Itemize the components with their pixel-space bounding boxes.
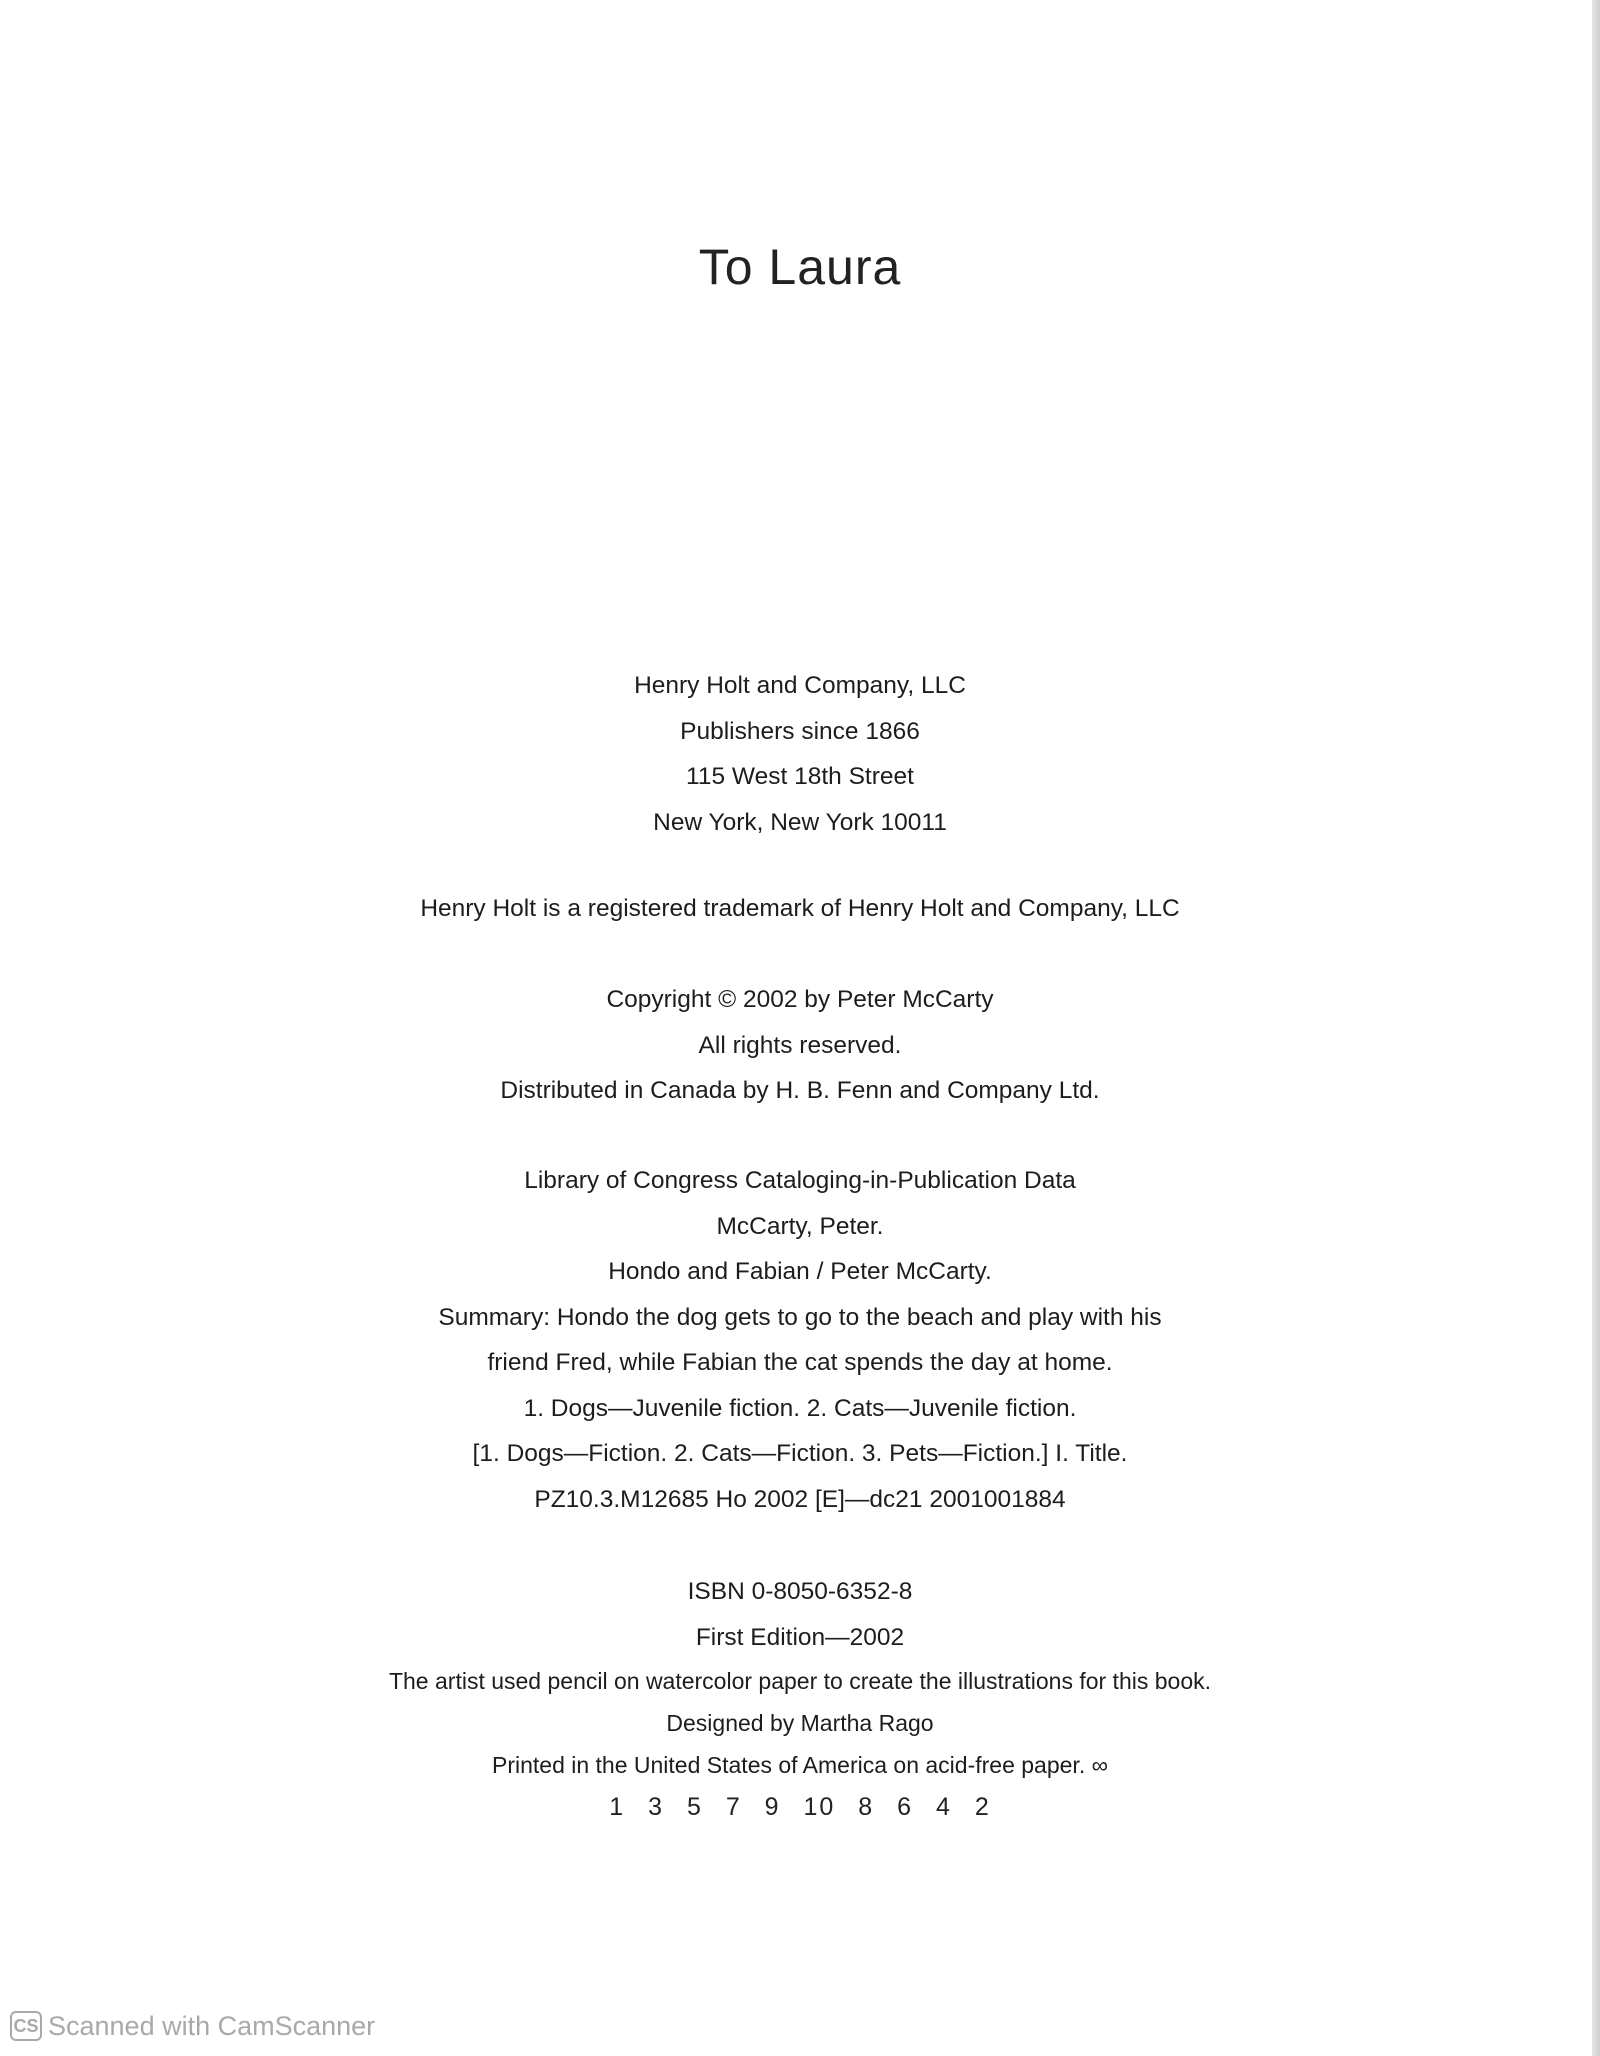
isbn: ISBN 0-8050-6352-8 bbox=[687, 1578, 913, 1605]
designer-credit: Designed by Martha Rago bbox=[666, 1710, 934, 1736]
cip-block bbox=[0, 1158, 1600, 1522]
publisher-name: Henry Holt and Company, LLC bbox=[634, 672, 966, 699]
cip-author: McCarty, Peter. bbox=[716, 1212, 884, 1240]
cip-classification: PZ10.3.M12685 Ho 2002 [E]—dc21 2001001884 bbox=[534, 1485, 1066, 1513]
copyright-line: Copyright © 2002 by Peter McCarty bbox=[606, 986, 994, 1013]
trademark-block bbox=[0, 886, 1600, 932]
publisher-city: New York, New York 10011 bbox=[653, 808, 947, 836]
camscanner-watermark bbox=[10, 2010, 375, 2042]
publisher-since: Publishers since 1866 bbox=[680, 717, 920, 745]
artist-note: The artist used pencil on watercolor paper to create the illustrations for this book. bbox=[388, 1668, 1212, 1694]
cip-heading: Library of Congress Cataloging-in-Publication Data bbox=[524, 1167, 1076, 1194]
edition-block bbox=[0, 1569, 1600, 1828]
first-edition: First Edition—2002 bbox=[695, 1623, 905, 1651]
cip-summary-1: Summary: Hondo the dog gets to go to the beach and play with his bbox=[438, 1303, 1162, 1331]
cip-subjects-2: [1. Dogs—Fiction. 2. Cats—Fiction. 3. Pets—Fiction.] I. Title. bbox=[472, 1440, 1128, 1467]
distribution-line: Distributed in Canada by H. B. Fenn and Company Ltd. bbox=[500, 1077, 1100, 1104]
cip-subjects-1: 1. Dogs—Juvenile fiction. 2. Cats—Juvenile fiction. bbox=[523, 1394, 1077, 1422]
publisher-block bbox=[0, 663, 1600, 845]
copyright-block bbox=[0, 977, 1600, 1114]
publisher-street: 115 West 18th Street bbox=[686, 763, 914, 790]
trademark-notice: Henry Holt is a registered trademark of Henry Holt and Company, LLC bbox=[420, 895, 1180, 922]
printing-number-line: 1 3 5 7 9 10 8 6 4 2 bbox=[609, 1793, 991, 1821]
rights-reserved: All rights reserved. bbox=[698, 1031, 902, 1059]
camscanner-text: Scanned with CamScanner bbox=[48, 2010, 376, 2041]
camscanner-logo-icon: CS bbox=[10, 2011, 42, 2041]
cip-title: Hondo and Fabian / Peter McCarty. bbox=[608, 1258, 992, 1285]
printed-notice: Printed in the United States of America on acid-free paper. ∞ bbox=[491, 1752, 1108, 1778]
cip-summary-2: friend Fred, while Fabian the cat spends the day at home. bbox=[487, 1349, 1113, 1376]
dedication: To Laura bbox=[698, 239, 902, 295]
